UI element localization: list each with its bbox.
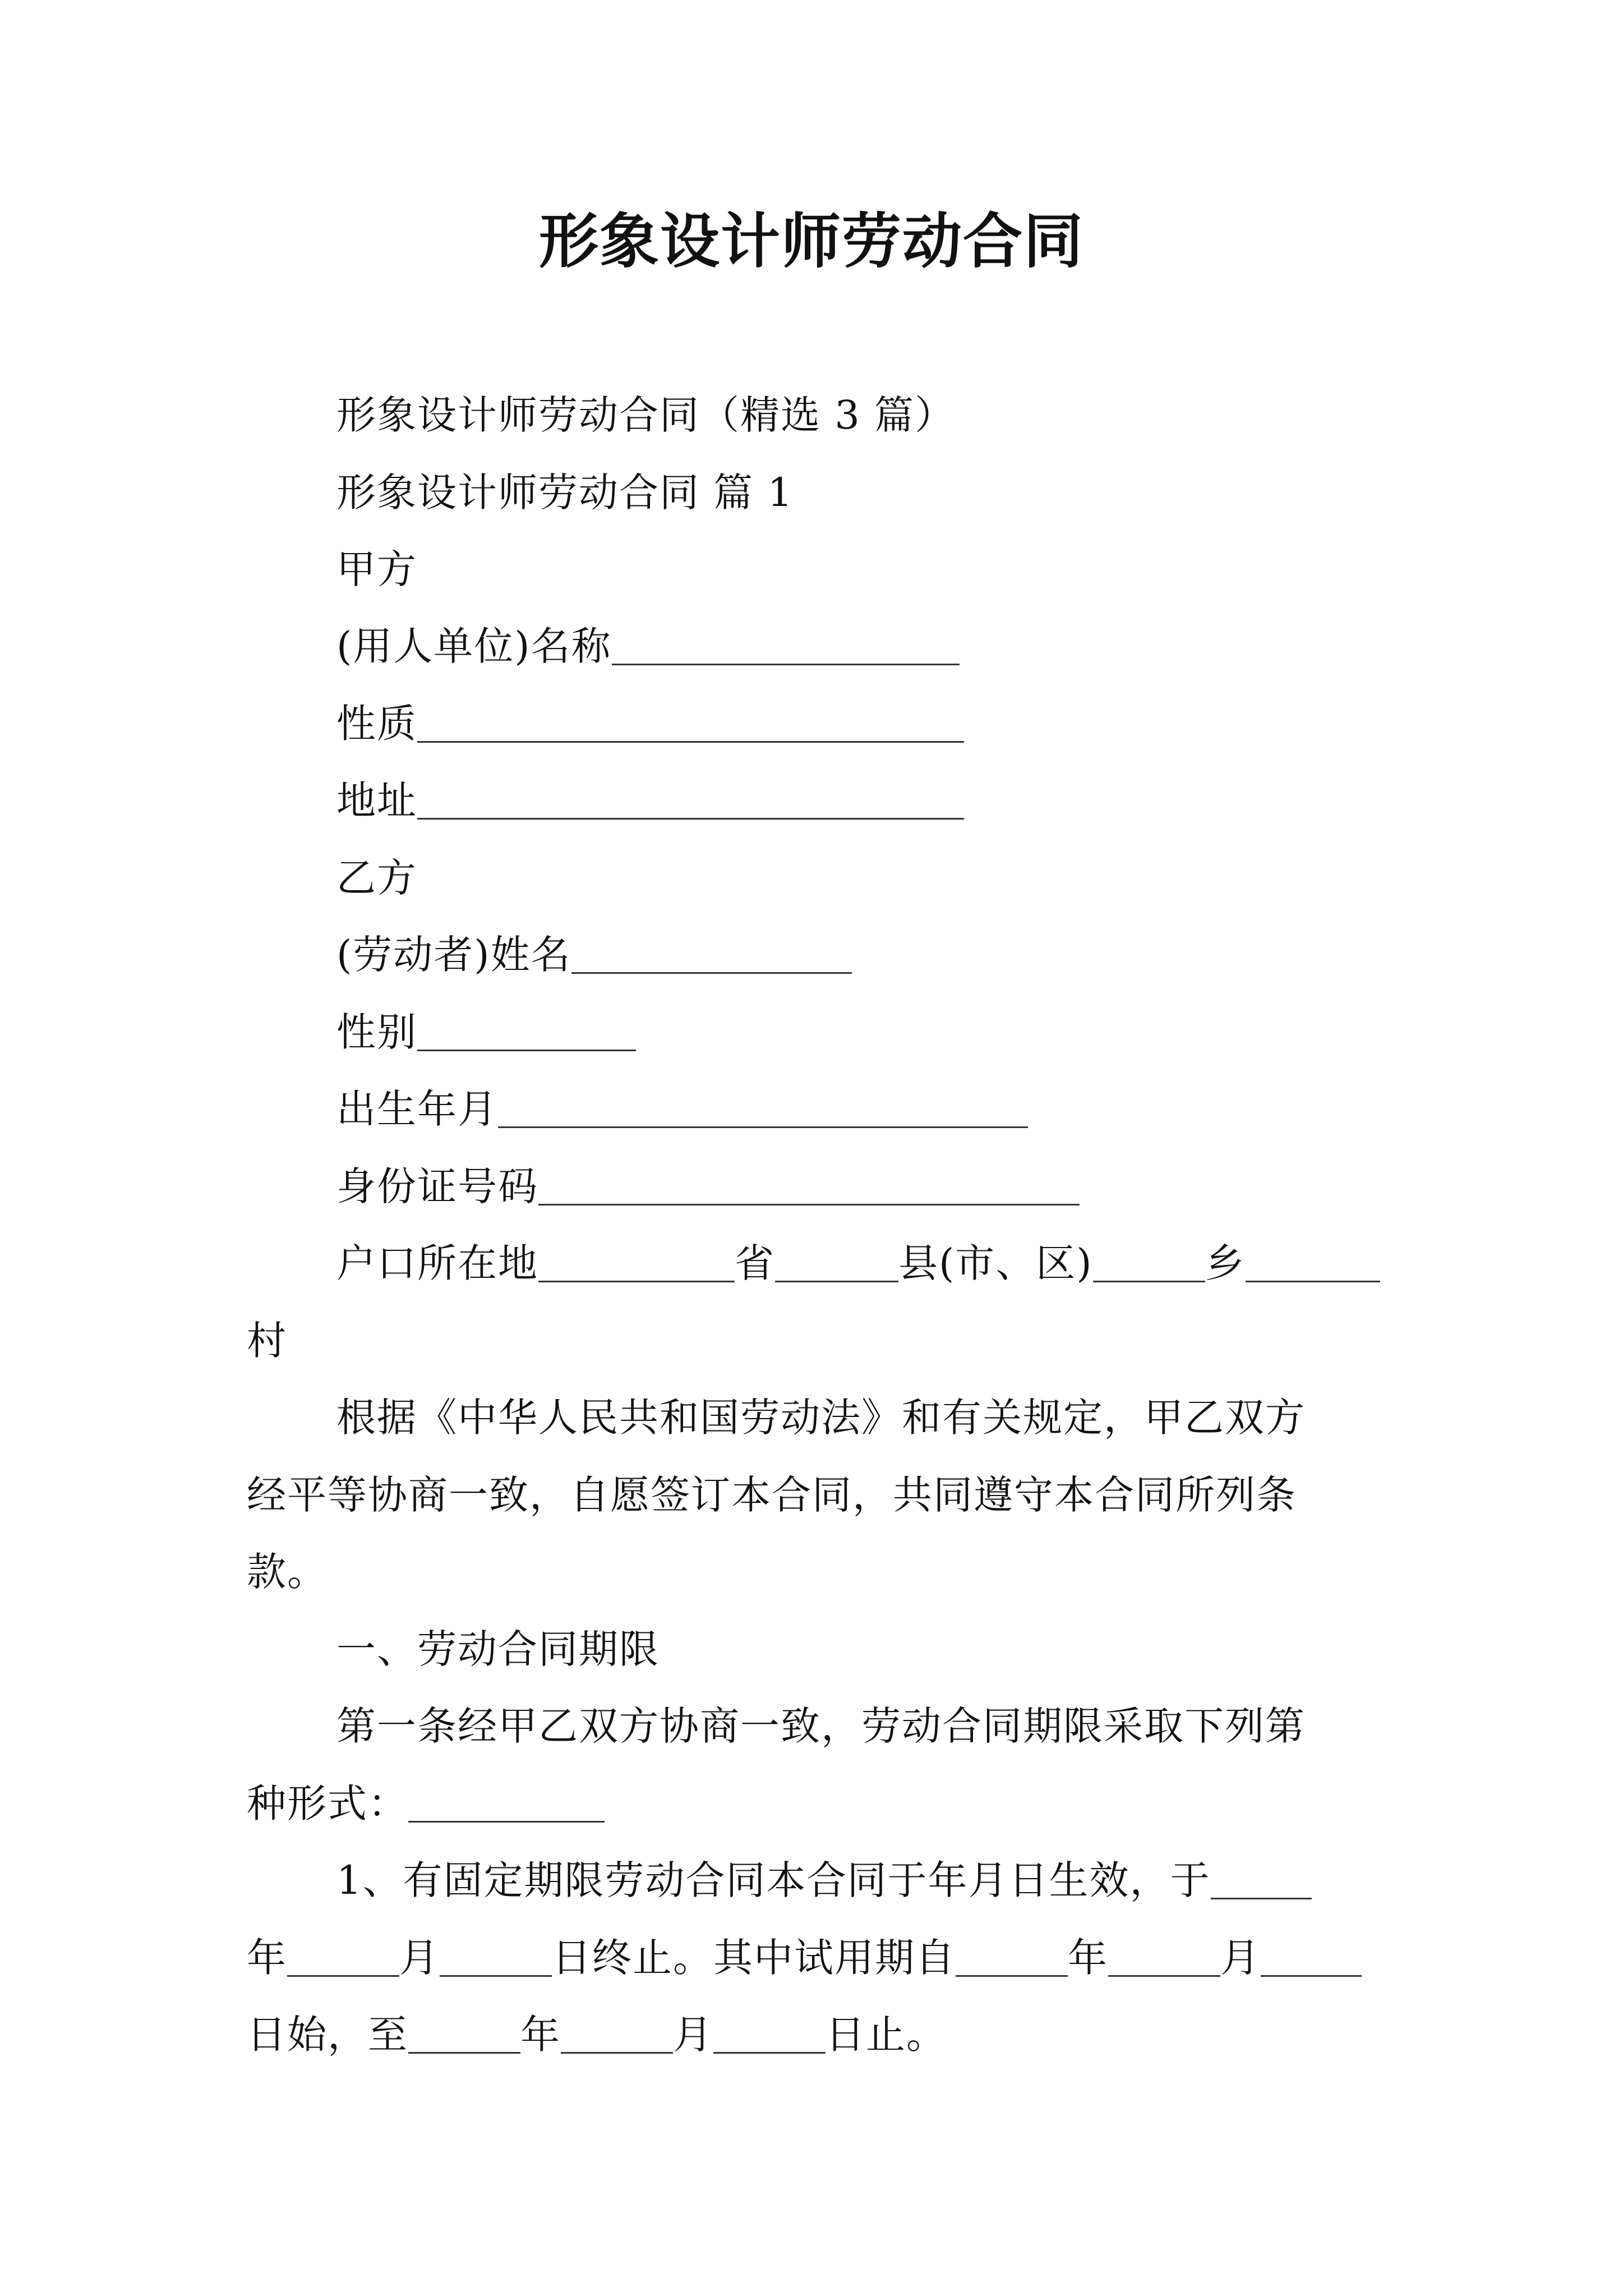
- chapter-heading: 一、劳动合同期限: [336, 1626, 660, 1672]
- village-label: 村: [247, 1318, 287, 1364]
- employer-nature-blank: [417, 740, 964, 743]
- employee-birth-row: [336, 1081, 1028, 1137]
- article1-form-label: 种形式：: [247, 1780, 408, 1826]
- probation-end-day-label: 日止。: [826, 2012, 947, 2058]
- party-b-heading: 乙方: [336, 855, 417, 901]
- article1-line-1: 第一条经甲乙双方协商一致，劳动合同期限采取下列第: [336, 1703, 1306, 1749]
- employee-gender-blank: [417, 1049, 636, 1051]
- end-year-blank: [1211, 1897, 1312, 1899]
- subtitle: 形象设计师劳动合同（精选 3 篇）: [336, 392, 956, 438]
- employer-address-label: 地址: [336, 777, 417, 823]
- employee-birth-blank: [498, 1126, 1028, 1128]
- probation-start-year-label: 年: [1068, 1935, 1108, 1981]
- employer-address-blank: [417, 817, 964, 820]
- end-day-blank: [440, 1975, 552, 1977]
- employer-name-row: [336, 618, 960, 674]
- county-blank: [775, 1280, 898, 1282]
- clause1-text: 1、有固定期限劳动合同本合同于年月日生效，于: [336, 1857, 1211, 1903]
- employer-nature-label: 性质: [336, 701, 417, 747]
- article1-line-2: [247, 1775, 605, 1832]
- employee-id-label: 身份证号码: [336, 1163, 538, 1209]
- employee-name-row: [336, 927, 852, 983]
- section-heading: 形象设计师劳动合同 篇 1: [336, 470, 794, 516]
- probation-end-month-blank: [561, 2051, 673, 2054]
- probation-start-day-label: 日始，至: [247, 2012, 408, 2058]
- probation-start-month-blank: [1108, 1975, 1220, 1977]
- county-label: 县(市、区): [898, 1240, 1093, 1286]
- employee-name-label: (劳动者)姓名: [336, 932, 571, 978]
- employer-name-label: (用人单位)名称: [336, 623, 612, 669]
- employee-gender-label: 性别: [336, 1009, 417, 1055]
- probation-end-year-blank: [408, 2051, 520, 2054]
- township-label: 乡: [1205, 1240, 1246, 1286]
- employer-nature-row: [336, 696, 964, 752]
- employee-name-blank: [571, 972, 852, 974]
- township-blank: [1093, 1280, 1205, 1282]
- clause1-line-2: [247, 1930, 1362, 1986]
- province-label: 省: [735, 1240, 775, 1286]
- probation-start-year-blank: [956, 1975, 1068, 1977]
- preamble-line-2: 经平等协商一致，自愿签订本合同，共同遵守本合同所列条: [247, 1472, 1297, 1518]
- probation-start-month-label: 月: [1220, 1935, 1261, 1981]
- hukou-row: [336, 1235, 1380, 1291]
- employee-birth-label: 出生年月: [336, 1086, 498, 1132]
- preamble-line-1: 根据《中华人民共和国劳动法》和有关规定，甲乙双方: [336, 1395, 1306, 1441]
- employee-id-row: [336, 1158, 1080, 1214]
- document-title: 形象设计师劳动合同: [539, 206, 1084, 276]
- village-blank: [1246, 1280, 1380, 1282]
- party-a-heading: 甲方: [336, 546, 417, 592]
- employee-id-blank: [538, 1203, 1080, 1205]
- employee-gender-row: [336, 1004, 636, 1060]
- probation-end-day-blank: [713, 2051, 826, 2054]
- clause1-line-3: [247, 2007, 947, 2063]
- probation-start-day-blank: [1261, 1975, 1362, 1977]
- province-blank: [538, 1280, 735, 1282]
- hukou-label: 户口所在地: [336, 1240, 538, 1286]
- preamble-line-3: 款。: [247, 1549, 328, 1595]
- probation-end-month-label: 月: [673, 2012, 713, 2058]
- contract-form-blank: [408, 1820, 605, 1823]
- end-month-blank: [287, 1975, 399, 1977]
- end-year-label: 年: [247, 1935, 287, 1981]
- probation-end-year-label: 年: [520, 2012, 561, 2058]
- end-month-label: 月: [399, 1935, 440, 1981]
- clause1-line-1: [336, 1852, 1312, 1908]
- end-day-label: 日终止。其中试用期自: [552, 1935, 956, 1981]
- employer-name-blank: [612, 663, 960, 665]
- employer-address-row: [336, 772, 964, 829]
